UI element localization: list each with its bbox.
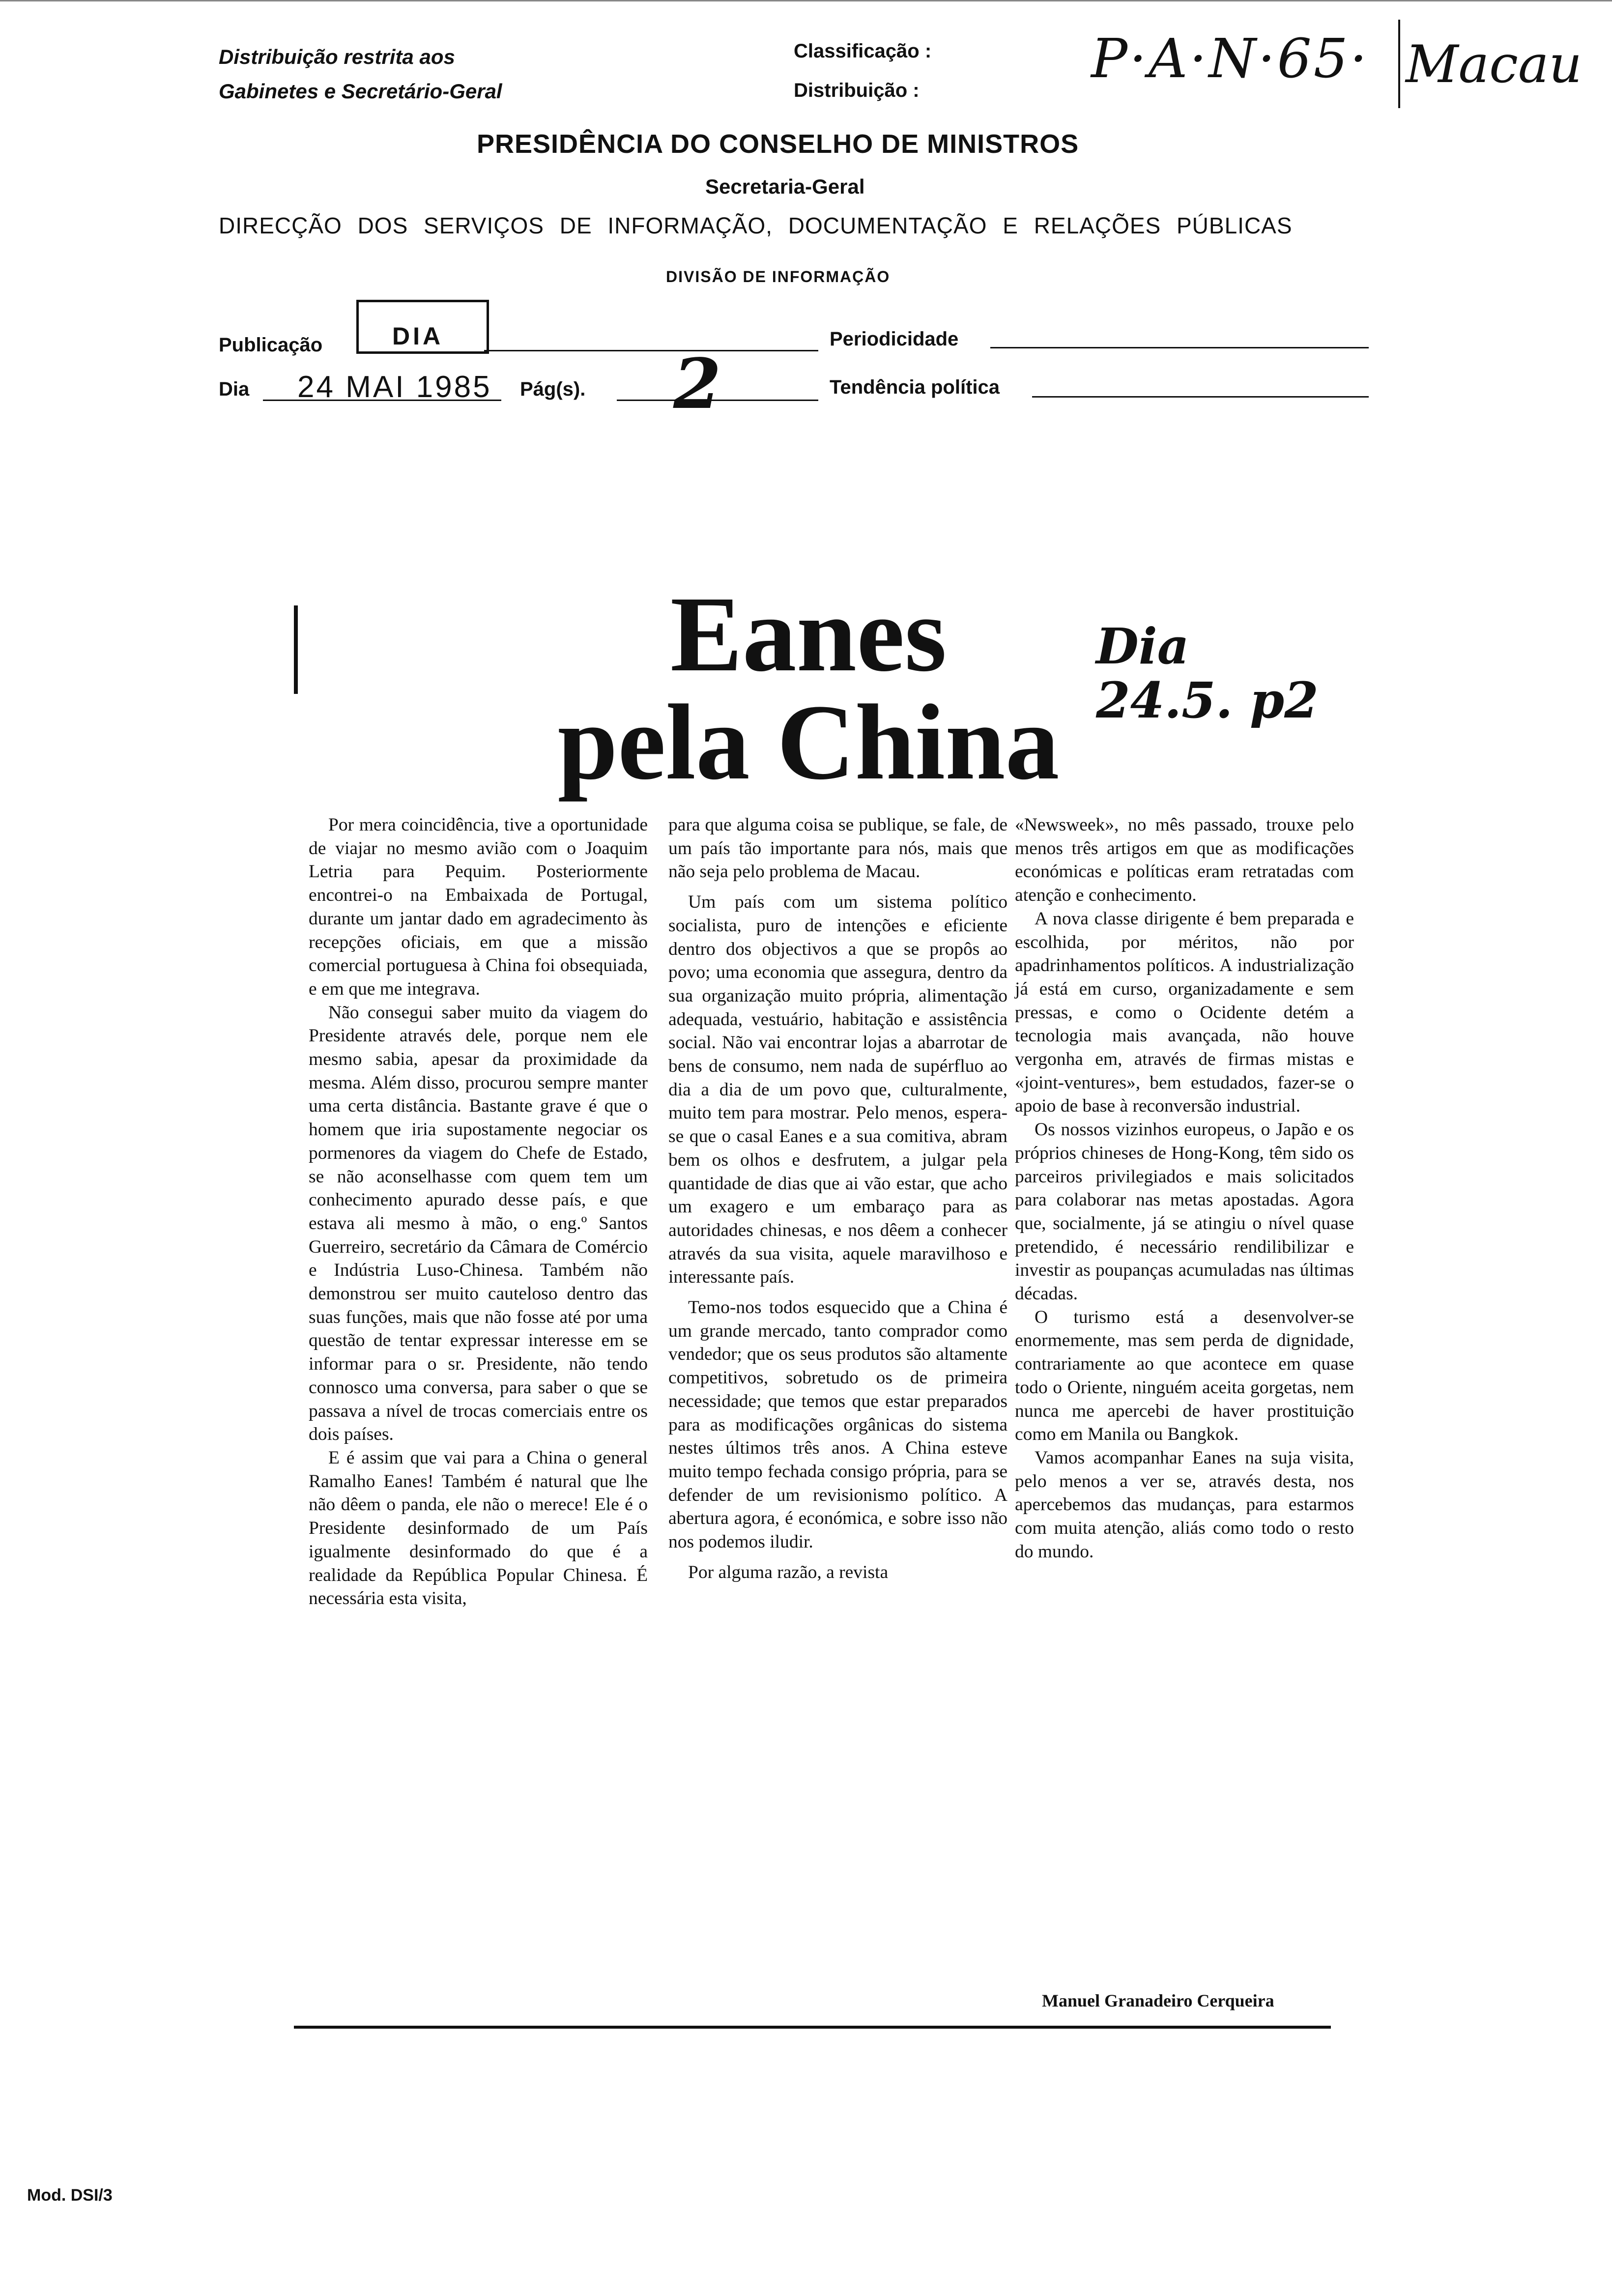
col1-paragraph-3: E é assim que vai para a China o general Ramalho Eanes! Também é natural que lhe não dêem o panda, ele não o merece! Ele é o Presidente desinformado de um País igualmente desinformado do que é a realidade da República Popular Chinesa. É necessária esta visita, — [309, 1447, 648, 1609]
top-edge-line — [0, 0, 1612, 1]
article-title-line-1: Eanes — [670, 574, 947, 694]
secretaria-heading: Secretaria-Geral — [705, 175, 865, 198]
distribuicao-label: Distribuição : — [794, 80, 920, 101]
publicacao-label: Publicação — [219, 334, 323, 356]
tendencia-line — [1032, 396, 1369, 398]
handwritten-divider — [1398, 20, 1400, 108]
col1-paragraph-1: Por mera coincidência, tive a oportunidade de viajar no mesmo avião com o Joaquim Letria para Pequim. Posteriormente encontrei-o na Embaixada de Portugal, durante um jantar dado em agradecimento às recepções oficiais, em que a missão comercial portuguesa à China foi obsequiada, e em que me integrava. — [309, 815, 648, 999]
presidencia-heading: PRESIDÊNCIA DO CONSELHO DE MINISTROS — [477, 129, 1079, 159]
direccao-heading: DIRECÇÃO DOS SERVIÇOS DE INFORMAÇÃO, DOCUMENTAÇÃO E RELAÇÕES PÚBLICAS — [219, 213, 1293, 238]
publicacao-box — [356, 300, 489, 354]
tendencia-label: Tendência política — [830, 376, 1000, 398]
periodicidade-label: Periodicidade — [830, 328, 959, 350]
article-column-2 — [668, 813, 1008, 1584]
clipping-edge-mark — [294, 605, 298, 694]
publicacao-line — [484, 350, 818, 351]
publicacao-value: DIA — [392, 322, 444, 350]
dia-label: Dia — [219, 378, 250, 400]
handwritten-tag: Macau — [1406, 34, 1583, 94]
periodicidade-line — [990, 347, 1369, 348]
model-number: Mod. DSI/3 — [27, 2186, 113, 2205]
col2-paragraph-2: Um país com um sistema político socialista, puro de intenções e eficiente dentro dos objectivos a que se propôs ao povo; uma economia que assegura, dentro da sua organização muito própria, alimentação adequada, vestuário, habitação e assistência social. Não vai encontrar lojas a abarrotar de bens de consumo, nem nada de supérfluo ao dia a dia de um povo que, culturalmente, muito tem para mostrar. Pelo menos, espera-se que o casal Eanes e a sua comitiva, abram bem os olhos e desfrutem, a julgar pela quantidade de dias que ai vão estar, que acho um exagero e um embaraço para as autoridades chinesas, e nos dêem a conhecer através da sua visita, aquele maravilhoso e interessante país. — [668, 892, 1008, 1288]
restriction-line-2: Gabinetes e Secretário-Geral — [219, 80, 502, 103]
col1-paragraph-2: Não consegui saber muito da viagem do Presidente através dele, porque nem ele mesmo sabia, apesar da proximidade da mesma. Além disso, procurou sempre manter uma certa distância. Bastante grave é que o homem que iria supostamente negociar os pormenores da viagem do Chefe de Estado, se não aconselhasse com quem tem um conhecimento apurado desse país, e que estava ali mesmo à mão, o eng.º Santos Guerreiro, secretário da Câmara de Comércio e Indústria Luso-Chinesa. Também não demonstrou ser muito cauteloso dentro das suas funções, mais que não fosse até por uma questão de tentar expressar interesse em se informar para o sr. Presidente, não tendo connosco uma conversa, para saber o que se passava a nível de trocas comerciais entre os dois países. — [309, 1002, 648, 1445]
article-column-1 — [309, 813, 648, 1610]
article-column-3 — [1015, 813, 1354, 1564]
divisao-heading: DIVISÃO DE INFORMAÇÃO — [666, 268, 891, 286]
col3-paragraph-4: O turismo está a desenvolver-se enormemente, mas sem perda de dignidade, contrariamente ao que acontece em quase todo o Oriente, ninguém aceita gorgetas, nem nunca me apercebi de haver prostituição como em Manila ou Bangkok. — [1015, 1307, 1354, 1445]
restriction-line-1: Distribuição restrita aos — [219, 45, 455, 68]
classificacao-label: Classificação : — [794, 40, 932, 62]
col2-paragraph-1: para que alguma coisa se publique, se fale, de um país tão importante para nós, mais que não seja pelo problema de Macau. — [668, 815, 1008, 882]
col3-paragraph-1: «Newsweek», no mês passado, trouxe pelo menos três artigos em que as modificações económicas e políticas eram retratadas com atenção e conhecimento. — [1015, 815, 1354, 906]
col3-paragraph-5: Vamos acompanhar Eanes na suja visita, pelo menos a ver se, através desta, nos apercebemos das mudanças, para estarmos com muita atenção, aliás como todo o resto do mundo. — [1015, 1447, 1354, 1562]
article-signature: Manuel Granadeiro Cerqueira — [1042, 1991, 1274, 2010]
article-bottom-rule — [294, 2026, 1331, 2029]
pags-value: 2 — [673, 344, 721, 425]
article-annotation: Dia 24.5. p2 — [1096, 617, 1319, 729]
pags-label: Pág(s). — [520, 378, 586, 400]
dia-value: 24 MAI 1985 — [297, 370, 492, 404]
handwritten-reference: P·A·N·65· — [1091, 27, 1369, 90]
article-title-line-2: pela China — [557, 682, 1060, 802]
col2-paragraph-4: Por alguma razão, a revista — [688, 1562, 889, 1582]
col3-paragraph-3: Os nossos vizinhos europeus, o Japão e os próprios chineses de Hong-Kong, têm sido os parceiros privilegiados e mais solicitados para colaborar nas metas apostadas. Agora que, socialmente, já se atingiu o nível quase pretendido, é necessário rendilibilizar e investir as poupanças acumuladas nas últimas décadas. — [1015, 1119, 1354, 1304]
col2-paragraph-3: Temo-nos todos esquecido que a China é um grande mercado, tanto comprador como vendedor; que os seus produtos são altamente competitivos, sobretudo os de primeira necessidade; que temos que estar preparados para as modificações orgânicas do sistema nestes últimos três anos. A China esteve muito tempo fechada consigo própria, para se defender de um revisionismo político. A abertura agora, é económica, e sobre isso não nos podemos iludir. — [668, 1297, 1008, 1552]
col3-paragraph-2: A nova classe dirigente é bem preparada e escolhida, por méritos, não por apadrinhamentos políticos. A industrialização já está em curso, organizadamente e sem pressas, e como o Ocidente detém a tecnologia mais avançada, não houve vergonha em, através de firmas mistas e «joint-ventures», bem estudados, fazer-se o apoio de base à reconversão industrial. — [1015, 908, 1354, 1117]
